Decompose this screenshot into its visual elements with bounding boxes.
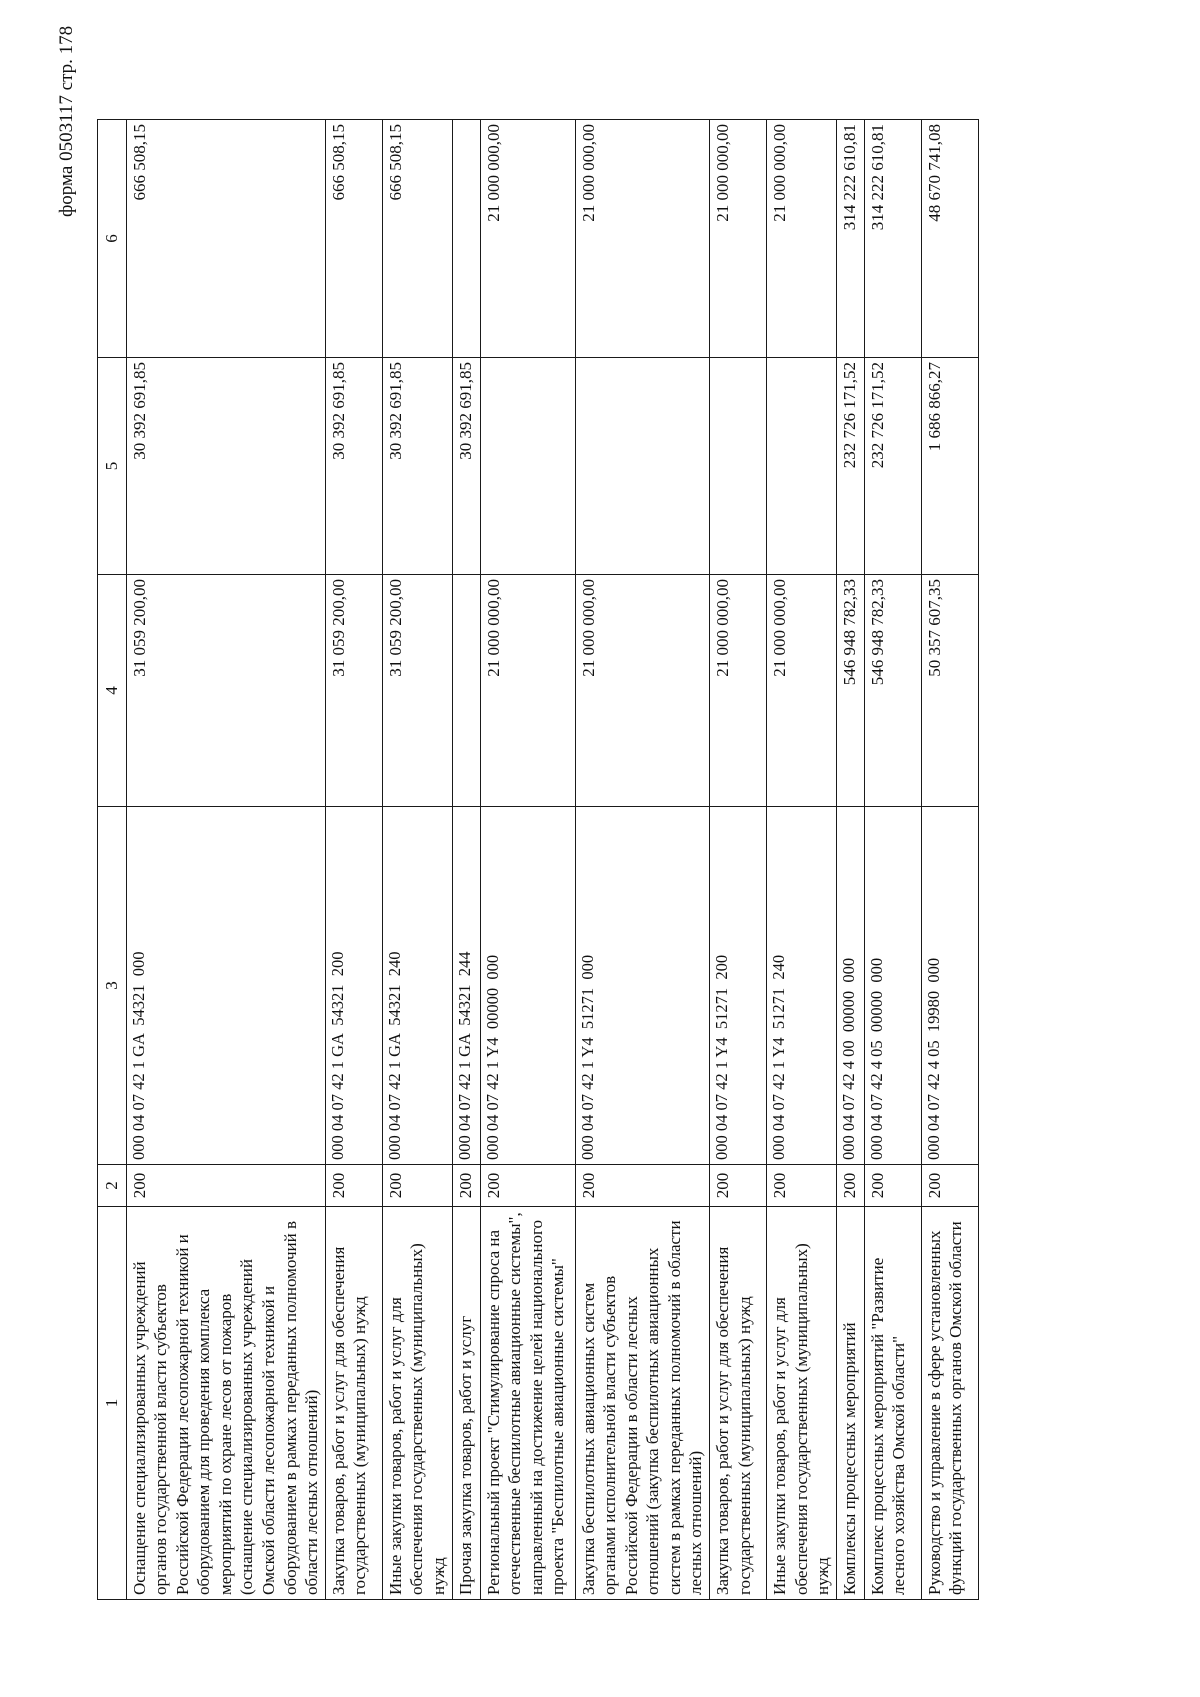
header-cell: 6 bbox=[98, 120, 127, 358]
row-budget-code-cell: 000 04 07 42 1 GA 54321 244 bbox=[452, 807, 480, 1165]
row-executed-cell: 30 392 691,85 bbox=[452, 358, 480, 575]
table-row bbox=[452, 120, 480, 1600]
form-reference: форма 0503117 стр. 178 bbox=[56, 25, 77, 217]
header-cell: 2 bbox=[98, 1165, 127, 1207]
header-cell: 3 bbox=[98, 807, 127, 1165]
row-line-code-cell: 200 bbox=[864, 1165, 921, 1207]
row-unexecuted-cell: 314 222 610,81 bbox=[836, 120, 864, 358]
row-budget-code-cell: 000 04 07 42 1 Y4 51271 200 bbox=[709, 807, 766, 1165]
row-unexecuted-cell: 666 508,15 bbox=[325, 120, 382, 358]
row-approved-cell: 31 059 200,00 bbox=[382, 575, 452, 807]
row-budget-code-cell: 000 04 07 42 1 GA 54321 000 bbox=[126, 807, 325, 1165]
row-budget-code-cell: 000 04 07 42 1 Y4 51271 000 bbox=[575, 807, 709, 1165]
row-executed-cell bbox=[766, 358, 836, 575]
row-unexecuted-cell: 314 222 610,81 bbox=[864, 120, 921, 358]
row-budget-code-cell: 000 04 07 42 4 00 00000 000 bbox=[836, 807, 864, 1165]
header-row bbox=[98, 120, 127, 1600]
row-line-code-cell: 200 bbox=[766, 1165, 836, 1207]
row-budget-code-cell: 000 04 07 42 1 Y4 51271 240 bbox=[766, 807, 836, 1165]
row-unexecuted-cell: 48 670 741,08 bbox=[921, 120, 978, 358]
row-approved-cell: 21 000 000,00 bbox=[575, 575, 709, 807]
row-budget-code-cell: 000 04 07 42 4 05 19980 000 bbox=[921, 807, 978, 1165]
row-budget-code-cell: 000 04 07 42 1 GA 54321 200 bbox=[325, 807, 382, 1165]
table-row bbox=[709, 120, 766, 1600]
table-row bbox=[126, 120, 325, 1600]
row-approved-cell: 31 059 200,00 bbox=[126, 575, 325, 807]
table-row bbox=[864, 120, 921, 1600]
row-name-cell: Закупка беспилотных авиационных систем органами исполнительной власти субъектов Российской Федерации в области лесных отношений (закупка беспилотных авиационных систем в рамках переданных полномочий в области лесных отношений) bbox=[575, 1207, 709, 1600]
row-approved-cell: 546 948 782,33 bbox=[836, 575, 864, 807]
header-cell: 4 bbox=[98, 575, 127, 807]
row-name-cell: Закупка товаров, работ и услуг для обеспечения государственных (муниципальных) нужд bbox=[709, 1207, 766, 1600]
row-name-cell: Иные закупки товаров, работ и услуг для обеспечения государственных (муниципальных) нужд bbox=[766, 1207, 836, 1600]
row-line-code-cell: 200 bbox=[836, 1165, 864, 1207]
row-approved-cell bbox=[452, 575, 480, 807]
row-executed-cell: 232 726 171,52 bbox=[864, 358, 921, 575]
row-line-code-cell: 200 bbox=[921, 1165, 978, 1207]
row-executed-cell bbox=[480, 358, 575, 575]
row-approved-cell: 31 059 200,00 bbox=[325, 575, 382, 807]
header-cell: 5 bbox=[98, 358, 127, 575]
row-approved-cell: 21 000 000,00 bbox=[709, 575, 766, 807]
row-line-code-cell: 200 bbox=[480, 1165, 575, 1207]
row-approved-cell: 50 357 607,35 bbox=[921, 575, 978, 807]
row-budget-code-cell: 000 04 07 42 4 05 00000 000 bbox=[864, 807, 921, 1165]
row-unexecuted-cell bbox=[452, 120, 480, 358]
row-unexecuted-cell: 666 508,15 bbox=[126, 120, 325, 358]
row-executed-cell: 30 392 691,85 bbox=[126, 358, 325, 575]
row-name-cell: Оснащение специализированных учреждений органов государственной власти субъектов Российской Федерации лесопожарной техникой и оборудованием для проведения комплекса мероприятий по охране лесов от пожаров (оснащение специализированных учреждений Омской области лесопожарной техникой и оборудованием в рамках переданных полномочий в области лесных отношений) bbox=[126, 1207, 325, 1600]
row-name-cell: Прочая закупка товаров, работ и услуг bbox=[452, 1207, 480, 1600]
row-name-cell: Комплекс процессных мероприятий "Развитие лесного хозяйства Омской области" bbox=[864, 1207, 921, 1600]
row-name-cell: Иные закупки товаров, работ и услуг для обеспечения государственных (муниципальных) нужд bbox=[382, 1207, 452, 1600]
row-approved-cell: 546 948 782,33 bbox=[864, 575, 921, 807]
row-line-code-cell: 200 bbox=[325, 1165, 382, 1207]
table-row bbox=[836, 120, 864, 1600]
table-row bbox=[325, 120, 382, 1600]
row-budget-code-cell: 000 04 07 42 1 GA 54321 240 bbox=[382, 807, 452, 1165]
row-executed-cell: 1 686 866,27 bbox=[921, 358, 978, 575]
budget-execution-table bbox=[97, 119, 979, 1600]
header-cell: 1 bbox=[98, 1207, 127, 1600]
row-name-cell: Руководство и управление в сфере установленных функций государственных органов Омской области bbox=[921, 1207, 978, 1600]
row-approved-cell: 21 000 000,00 bbox=[480, 575, 575, 807]
row-line-code-cell: 200 bbox=[126, 1165, 325, 1207]
row-name-cell: Региональный проект "Стимулирование спроса на отечественные беспилотные авиационные системы", направленный на достижение целей национального проекта "Беспилотные авиационные системы" bbox=[480, 1207, 575, 1600]
row-executed-cell: 30 392 691,85 bbox=[382, 358, 452, 575]
row-unexecuted-cell: 21 000 000,00 bbox=[575, 120, 709, 358]
row-name-cell: Закупка товаров, работ и услуг для обеспечения государственных (муниципальных) нужд bbox=[325, 1207, 382, 1600]
row-line-code-cell: 200 bbox=[575, 1165, 709, 1207]
table-row bbox=[382, 120, 452, 1600]
row-executed-cell: 232 726 171,52 bbox=[836, 358, 864, 575]
row-line-code-cell: 200 bbox=[709, 1165, 766, 1207]
row-executed-cell: 30 392 691,85 bbox=[325, 358, 382, 575]
table-row bbox=[766, 120, 836, 1600]
row-unexecuted-cell: 21 000 000,00 bbox=[709, 120, 766, 358]
row-executed-cell bbox=[709, 358, 766, 575]
row-unexecuted-cell: 21 000 000,00 bbox=[480, 120, 575, 358]
row-approved-cell: 21 000 000,00 bbox=[766, 575, 836, 807]
row-executed-cell bbox=[575, 358, 709, 575]
row-name-cell: Комплексы процессных мероприятий bbox=[836, 1207, 864, 1600]
table-row bbox=[575, 120, 709, 1600]
row-unexecuted-cell: 21 000 000,00 bbox=[766, 120, 836, 358]
table-row bbox=[921, 120, 978, 1600]
row-unexecuted-cell: 666 508,15 bbox=[382, 120, 452, 358]
row-line-code-cell: 200 bbox=[382, 1165, 452, 1207]
row-line-code-cell: 200 bbox=[452, 1165, 480, 1207]
row-budget-code-cell: 000 04 07 42 1 Y4 00000 000 bbox=[480, 807, 575, 1165]
table-row bbox=[480, 120, 575, 1600]
